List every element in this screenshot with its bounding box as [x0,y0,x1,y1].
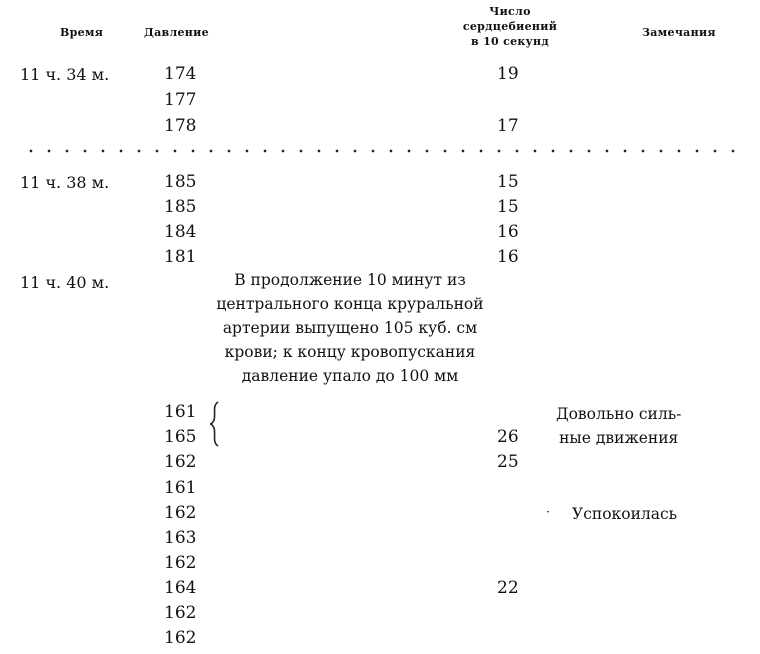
bleeding-note-line: крови; к концу кровопускания [224,343,476,361]
pressure-value: 174 [164,64,197,84]
heart-rate-value: 15 [497,197,519,217]
time-label-1138: 11 ч. 38 м. [20,173,110,192]
pressure-value: 162 [164,603,197,623]
bleeding-note-line: артерии выпущено 105 куб. см [222,319,478,337]
header-heart-rate-line-1: Число [489,5,531,18]
pressure-value: 165 [164,427,197,447]
pressure-value: 185 [164,197,197,217]
heart-rate-value: 16 [497,247,519,267]
pressure-value: 162 [164,503,197,523]
remark-line: ные движения [559,429,679,447]
time-label-1140: 11 ч. 40 м. [20,273,110,292]
heart-rate-value: 25 [497,452,519,472]
header-heart-rate-line-3: в 10 секунд [471,35,549,48]
remark-calmed: Успокоилась [572,505,678,523]
pressure-value: 177 [164,90,197,110]
heart-rate-value: 17 [497,116,519,136]
header-pressure: Давление [144,26,209,39]
heart-rate-value: 26 [497,427,519,447]
remark-line: Довольно силь- [556,405,682,423]
header-heart-rate [440,4,580,49]
pressure-value: 163 [164,528,197,548]
pressure-value: 161 [164,402,197,422]
header-time: Время [60,26,104,39]
heart-rate-value: 19 [497,64,519,84]
pressure-value: 181 [164,247,197,267]
dotted-separator [22,146,742,156]
remark-bullet-dot: · [546,505,550,519]
bleeding-note [180,268,520,388]
pressure-value: 162 [164,628,197,648]
header-remarks: Замечания [642,26,716,39]
bleeding-note-line: давление упало до 100 мм [241,367,459,385]
bleeding-note-line: В продолжение 10 минут из [234,271,466,289]
header-heart-rate-line-2: сердцебиений [462,20,558,33]
heart-rate-value: 15 [497,172,519,192]
pressure-value: 162 [164,553,197,573]
pressure-value: 178 [164,116,197,136]
time-label-1134: 11 ч. 34 м. [20,65,110,84]
pressure-value: 185 [164,172,197,192]
heart-rate-value: 16 [497,222,519,242]
pressure-value: 161 [164,478,197,498]
pressure-value: 164 [164,578,197,598]
bleeding-note-line: центрального конца круральной [216,295,484,313]
curly-brace-mark [208,400,222,448]
pressure-value: 162 [164,452,197,472]
remark-strong-movements [556,402,681,450]
heart-rate-value: 22 [497,578,519,598]
pressure-value: 184 [164,222,197,242]
